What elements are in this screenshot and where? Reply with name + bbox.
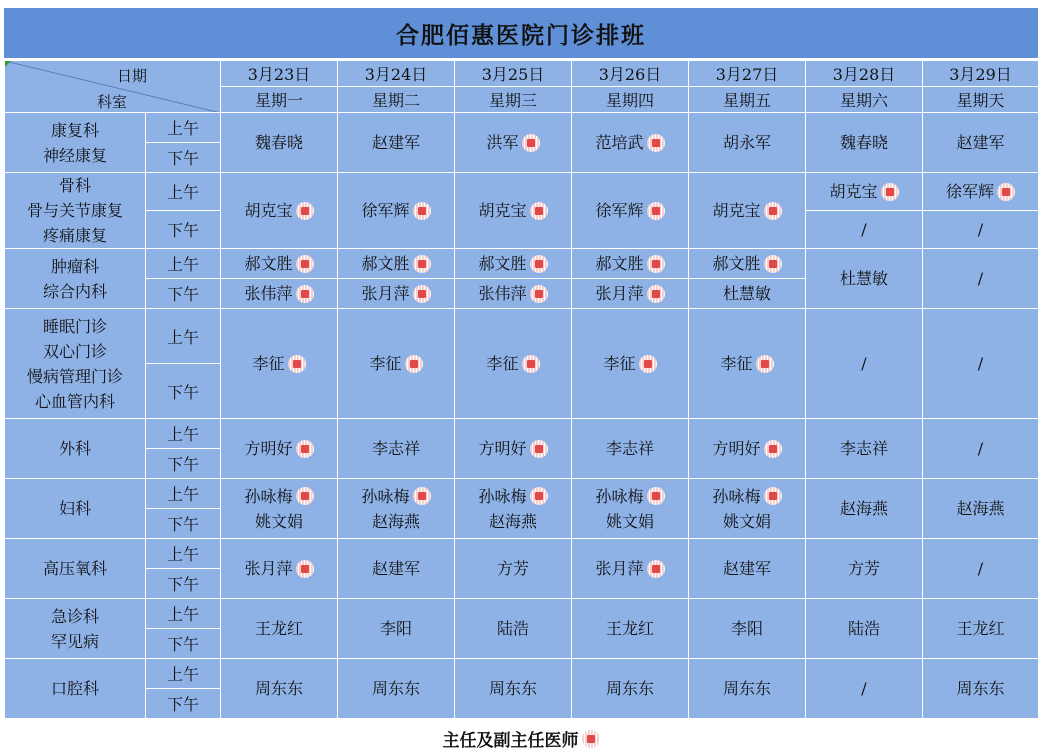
- dept-name: 慢病管理门诊: [26, 366, 123, 386]
- doctor-cell: [455, 309, 572, 419]
- senior-physician-seal-icon: [413, 255, 431, 273]
- dept-name: 罕见病: [50, 631, 99, 651]
- doctor-name: 孙咏梅: [595, 486, 644, 506]
- dept-name: 肿瘤科: [50, 256, 99, 276]
- doctor-name: 李阳: [379, 619, 412, 638]
- page-title: 合肥佰惠医院门诊排班: [4, 8, 1038, 58]
- doctor-cell: [689, 279, 806, 309]
- doctor-name: 杜慧敏: [722, 284, 771, 303]
- doctor-name: 陆浩: [847, 619, 880, 638]
- doctor-cell: [455, 113, 572, 173]
- doctor-name: 李阳: [730, 619, 763, 638]
- doctor-name: 李志祥: [605, 439, 654, 458]
- period-pm: 下午: [146, 629, 221, 659]
- doctor-name: 李志祥: [371, 439, 420, 458]
- dept-gynecology: [5, 479, 146, 539]
- period-pm: 下午: [146, 509, 221, 539]
- doctor-cell: [806, 419, 923, 479]
- doctor-name: 魏春晓: [839, 133, 888, 152]
- period-am: 上午: [146, 309, 221, 364]
- date-cell: 3月29日: [923, 61, 1039, 87]
- doctor-cell: [923, 113, 1039, 173]
- empty-slot: /: [806, 309, 923, 419]
- doctor-cell: [572, 309, 689, 419]
- doctor-name: 李征: [369, 354, 402, 373]
- doctor-name: 周东东: [722, 679, 771, 698]
- doctor-cell: [923, 659, 1039, 719]
- doctor-cell: [806, 479, 923, 539]
- legend: [0, 726, 1042, 751]
- senior-physician-seal-icon: [288, 355, 306, 373]
- doctor-cell: [689, 599, 806, 659]
- dept-name: 心血管内科: [34, 391, 115, 411]
- doctor-name: 洪军: [486, 133, 519, 152]
- doctor-name: 孙咏梅: [361, 486, 410, 506]
- period-pm: 下午: [146, 143, 221, 173]
- doctor-name: 李征: [252, 354, 285, 373]
- doctor-cell: [221, 599, 338, 659]
- doctor-name: 徐军辉: [595, 201, 644, 220]
- doctor-name: 郝文胜: [478, 254, 527, 273]
- doctor-name: 徐军辉: [361, 201, 410, 220]
- doctor-cell: [806, 173, 923, 211]
- doctor-name: 方芳: [847, 559, 880, 578]
- senior-physician-seal-icon: [647, 560, 665, 578]
- doctor-cell: [689, 309, 806, 419]
- senior-physician-seal-icon: [530, 285, 548, 303]
- doctor-name: 郝文胜: [361, 254, 410, 273]
- dept-name: 骨科: [58, 176, 91, 195]
- dept-rehab: [5, 113, 146, 173]
- senior-physician-seal-icon: [764, 202, 782, 220]
- doctor-name: 陆浩: [496, 619, 529, 638]
- doctor-cell: [338, 419, 455, 479]
- doctor-name: 魏春晓: [254, 133, 303, 152]
- doctor-cell: [338, 539, 455, 599]
- doctor-name: 孙咏梅: [712, 486, 761, 506]
- period-am: 上午: [146, 173, 221, 211]
- doctor-cell: [689, 479, 806, 539]
- dept-name: 妇科: [58, 499, 91, 518]
- doctor-cell: [221, 419, 338, 479]
- senior-physician-seal-icon: [997, 183, 1015, 201]
- doctor-cell: [455, 539, 572, 599]
- period-am: 上午: [146, 659, 221, 689]
- doctor-cell: [338, 249, 455, 279]
- dept-name: 神经康复: [42, 145, 107, 165]
- period-am: 上午: [146, 249, 221, 279]
- doctor-cell: [806, 599, 923, 659]
- doctor-cell: [806, 113, 923, 173]
- doctor-cell: [572, 539, 689, 599]
- doctor-name: 周东东: [254, 679, 303, 698]
- empty-slot: /: [806, 659, 923, 719]
- senior-physician-seal-icon: [764, 255, 782, 273]
- weekday-cell: 星期五: [689, 87, 806, 113]
- empty-slot: /: [923, 309, 1039, 419]
- date-cell: 3月23日: [221, 61, 338, 87]
- doctor-cell: [572, 249, 689, 279]
- doctor-name: 方芳: [496, 559, 529, 578]
- doctor-cell: [221, 173, 338, 249]
- doctor-name: 胡永军: [722, 133, 771, 152]
- senior-physician-seal-icon: [639, 355, 657, 373]
- doctor-cell: [689, 173, 806, 249]
- doctor-cell: [221, 249, 338, 279]
- doctor-name: 张伟萍: [478, 284, 527, 303]
- doctor-cell: [338, 309, 455, 419]
- senior-physician-seal-icon: [647, 255, 665, 273]
- doctor-cell: [572, 659, 689, 719]
- doctor-name: 方明好: [712, 439, 761, 458]
- doctor-cell: [689, 113, 806, 173]
- date-cell: 3月28日: [806, 61, 923, 87]
- doctor-name: 张伟萍: [244, 284, 293, 303]
- period-am: 上午: [146, 419, 221, 449]
- doctor-cell: [572, 113, 689, 173]
- dept-name: 睡眠门诊: [42, 316, 107, 336]
- doctor-name: 赵建军: [371, 133, 420, 152]
- doctor-name: 胡克宝: [244, 201, 293, 220]
- weekday-cell: 星期三: [455, 87, 572, 113]
- doctor-name: 李志祥: [839, 439, 888, 458]
- doctor-name: 李征: [720, 354, 753, 373]
- senior-physician-seal-icon: [764, 440, 782, 458]
- dept-name: 康复科: [50, 120, 99, 140]
- doctor-name: 王龙红: [605, 619, 654, 638]
- doctor-name: 周东东: [371, 679, 420, 698]
- doctor-name: 周东东: [488, 679, 537, 698]
- dept-name: 综合内科: [42, 281, 107, 301]
- senior-physician-seal-icon: [413, 202, 431, 220]
- weekday-cell: 星期天: [923, 87, 1039, 113]
- period-am: 上午: [146, 539, 221, 569]
- doctor-cell: [338, 113, 455, 173]
- weekday-cell: 星期二: [338, 87, 455, 113]
- legend-label: 主任及副主任医师: [442, 731, 579, 751]
- doctor-name: 胡克宝: [712, 201, 761, 220]
- period-pm: 下午: [146, 279, 221, 309]
- period-pm: 下午: [146, 211, 221, 249]
- senior-physician-seal-icon: [647, 285, 665, 303]
- doctor-name: 赵海燕: [956, 499, 1005, 518]
- date-cell: 3月27日: [689, 61, 806, 87]
- doctor-cell: [572, 419, 689, 479]
- doctor-cell: [455, 173, 572, 249]
- doctor-name: 周东东: [956, 679, 1005, 698]
- doctor-name: 郝文胜: [595, 254, 644, 273]
- doctor-name: 张月萍: [361, 284, 410, 303]
- senior-physician-seal-icon: [296, 487, 314, 505]
- period-am: 上午: [146, 479, 221, 509]
- doctor-cell: [455, 419, 572, 479]
- dept-name: 高压氧科: [42, 559, 107, 578]
- empty-slot: /: [923, 539, 1039, 599]
- doctor-cell: [455, 479, 572, 539]
- period-pm: 下午: [146, 569, 221, 599]
- senior-physician-seal-icon: [413, 285, 431, 303]
- senior-physician-seal-icon: [530, 440, 548, 458]
- senior-physician-seal-icon: [647, 134, 665, 152]
- doctor-cell: [455, 599, 572, 659]
- doctor-name: 范培武: [595, 133, 644, 152]
- doctor-cell: [455, 659, 572, 719]
- doctor-name: 王龙红: [254, 619, 303, 638]
- doctor-cell: [338, 279, 455, 309]
- date-axis-label: 日期: [117, 67, 148, 85]
- doctor-name: 胡克宝: [478, 201, 527, 220]
- doctor-cell: [923, 173, 1039, 211]
- doctor-cell: [806, 249, 923, 309]
- doctor-cell: [455, 279, 572, 309]
- dept-name: 口腔科: [50, 679, 99, 698]
- doctor-name: 郝文胜: [244, 254, 293, 273]
- doctor-name: 李征: [603, 354, 636, 373]
- empty-slot: /: [923, 419, 1039, 479]
- doctor-name: 姚文娟: [722, 511, 771, 531]
- senior-physician-seal-icon: [296, 285, 314, 303]
- doctor-name: 孙咏梅: [478, 486, 527, 506]
- doctor-name: 赵海燕: [371, 511, 420, 531]
- senior-physician-seal-icon: [582, 730, 600, 748]
- period-pm: 下午: [146, 689, 221, 719]
- doctor-cell: [221, 659, 338, 719]
- doctor-cell: [923, 599, 1039, 659]
- senior-physician-seal-icon: [296, 560, 314, 578]
- period-am: 上午: [146, 599, 221, 629]
- doctor-cell: [338, 479, 455, 539]
- dept-name: 疼痛康复: [42, 226, 107, 245]
- doctor-name: 杜慧敏: [839, 269, 888, 288]
- doctor-name: 郝文胜: [712, 254, 761, 273]
- doctor-name: 赵建军: [722, 559, 771, 578]
- doctor-cell: [689, 249, 806, 279]
- doctor-name: 赵海燕: [839, 499, 888, 518]
- doctor-name: 姚文娟: [254, 511, 303, 531]
- senior-physician-seal-icon: [296, 440, 314, 458]
- doctor-name: 李征: [486, 354, 519, 373]
- doctor-name: 王龙红: [956, 619, 1005, 638]
- dept-sleep-clinic: [5, 309, 146, 419]
- dept-surgery: [5, 419, 146, 479]
- dept-orthopedics: [5, 173, 146, 249]
- dept-name: 外科: [58, 439, 91, 458]
- senior-physician-seal-icon: [756, 355, 774, 373]
- doctor-name: 赵建军: [956, 133, 1005, 152]
- senior-physician-seal-icon: [530, 487, 548, 505]
- doctor-name: 周东东: [605, 679, 654, 698]
- doctor-name: 张月萍: [595, 559, 644, 578]
- dept-axis-label: 科室: [97, 93, 128, 111]
- doctor-name: 张月萍: [595, 284, 644, 303]
- doctor-name: 张月萍: [244, 559, 293, 578]
- doctor-cell: [221, 539, 338, 599]
- empty-slot: /: [923, 211, 1039, 249]
- doctor-name: 方明好: [478, 439, 527, 458]
- period-pm: 下午: [146, 449, 221, 479]
- doctor-cell: [221, 479, 338, 539]
- dept-oncology: [5, 249, 146, 309]
- doctor-cell: [221, 113, 338, 173]
- doctor-name: 赵海燕: [488, 511, 537, 531]
- doctor-name: 孙咏梅: [244, 486, 293, 506]
- weekday-cell: 星期一: [221, 87, 338, 113]
- senior-physician-seal-icon: [413, 487, 431, 505]
- doctor-cell: [923, 479, 1039, 539]
- period-pm: 下午: [146, 364, 221, 419]
- doctor-cell: [689, 419, 806, 479]
- dept-dental: [5, 659, 146, 719]
- doctor-cell: [806, 539, 923, 599]
- doctor-cell: [572, 279, 689, 309]
- doctor-cell: [221, 279, 338, 309]
- dept-emergency: [5, 599, 146, 659]
- senior-physician-seal-icon: [296, 202, 314, 220]
- header-corner: [5, 61, 221, 113]
- doctor-name: 方明好: [244, 439, 293, 458]
- empty-slot: /: [923, 249, 1039, 309]
- dept-name: 双心门诊: [42, 341, 107, 361]
- empty-slot: /: [806, 211, 923, 249]
- dept-name: 急诊科: [50, 606, 99, 626]
- senior-physician-seal-icon: [764, 487, 782, 505]
- senior-physician-seal-icon: [296, 255, 314, 273]
- doctor-cell: [689, 539, 806, 599]
- doctor-name: 胡克宝: [829, 182, 878, 201]
- date-cell: 3月24日: [338, 61, 455, 87]
- dept-name: 骨与关节康复: [26, 201, 123, 220]
- doctor-cell: [455, 249, 572, 279]
- doctor-name: 徐军辉: [945, 182, 994, 201]
- period-am: 上午: [146, 113, 221, 143]
- doctor-name: 赵建军: [371, 559, 420, 578]
- senior-physician-seal-icon: [522, 134, 540, 152]
- doctor-cell: [689, 659, 806, 719]
- senior-physician-seal-icon: [530, 255, 548, 273]
- doctor-cell: [221, 309, 338, 419]
- weekday-cell: 星期六: [806, 87, 923, 113]
- weekday-cell: 星期四: [572, 87, 689, 113]
- date-cell: 3月25日: [455, 61, 572, 87]
- senior-physician-seal-icon: [881, 183, 899, 201]
- date-cell: 3月26日: [572, 61, 689, 87]
- senior-physician-seal-icon: [522, 355, 540, 373]
- doctor-cell: [572, 479, 689, 539]
- dept-hyperbaric-oxygen: [5, 539, 146, 599]
- senior-physician-seal-icon: [530, 202, 548, 220]
- doctor-name: 姚文娟: [605, 511, 654, 531]
- senior-physician-seal-icon: [647, 487, 665, 505]
- senior-physician-seal-icon: [405, 355, 423, 373]
- schedule-table: [4, 60, 1039, 719]
- doctor-cell: [338, 599, 455, 659]
- senior-physician-seal-icon: [647, 202, 665, 220]
- doctor-cell: [338, 659, 455, 719]
- doctor-cell: [572, 599, 689, 659]
- doctor-cell: [338, 173, 455, 249]
- doctor-cell: [572, 173, 689, 249]
